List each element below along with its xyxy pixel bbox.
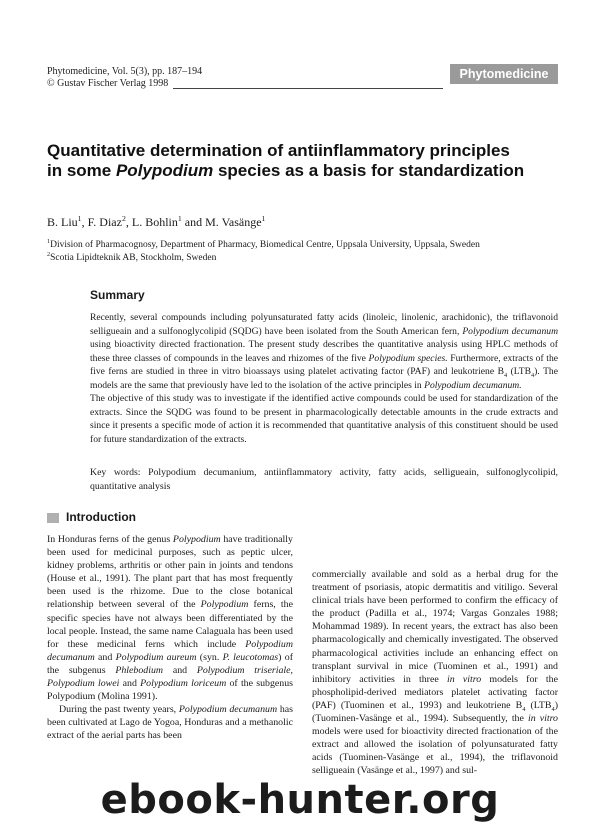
body-text: models for the phospholipid-derived mediators platelet activating factor (PAF) (Tuominen et al., 1993) and leukotriene B [312,673,558,711]
affiliation-mark: 2 [47,251,51,258]
subscript: 4 [531,371,535,379]
header-rule [173,88,443,89]
author-name: L. Bohlin [131,215,178,229]
italic-text: Phlebodium [115,664,164,676]
copyright-notice: © Gustav Fischer Verlag 1998 [47,78,169,89]
italic-text: Polypodium loriceum [140,678,227,690]
body-text: (LTB [525,699,552,711]
author-separator: , [125,215,132,229]
subscript: 4 [504,371,508,379]
body-text: commercially available and sold as a herbal drug for the treatment of psoriasis, atopic dermatitis and vitiligo. Several clinical trials have been performed to confirm the efficacy of the product (Padilla et al., 1974; Vargas Gonzales 1988; Mohammad 1989). In recent years, the extract has also been pharmacologically and chemically investigated. The observed pharmacological activities include an enhancing effect on transplant survival in mice (Tuominen et al., 1991) and inhibitory activities in three [312,569,558,685]
italic-text: P. leucotomas [222,651,279,663]
italic-text: Polypodium triseriale, Polypodium lowei [47,664,293,690]
watermark: ebook-hunter.org [100,777,500,823]
summary-species: Polypodium decumanum [462,325,558,337]
author-separator: , [81,215,88,229]
author-name: M. Vasänge [205,215,262,229]
affiliation-text: Scotia Lipidteknik AB, Stockholm, Sweden [50,253,217,263]
italic-text: in vitro [446,673,482,685]
affiliation [47,239,480,251]
body-text: In Honduras ferns of the genus [47,534,173,545]
summary-species: Polypodium decumanum. [424,379,522,391]
summary-heading: Summary [90,288,145,302]
body-text: have traditionally been used for medicinal purposes, such as peptic ulcer, kidney problems, arthritis or other pain in joints and tendons (House et al., 1991). The plant part that has most frequently been used is the rhizome. Due to the close botanical relationship between several of the [47,534,293,611]
introduction-left-column [47,533,293,743]
italic-text: Polypodium decumanum [178,704,278,716]
title-part: Quantitative determination of antiinflammatory principles in some [47,141,510,180]
summary-paragraph [90,311,558,392]
affiliation-text: Division of Pharmacognosy, Department of Pharmacy, Biomedical Centre, Uppsala University, Uppsala, Sweden [50,240,480,250]
summary-paragraph: The objective of this study was to investigate if the identified active compounds could be used for standardization of the extracts. Since the SQDG was found to be present in pharmacologically detectable amounts in the crude extracts and since it presents a specific mode of action it is recommended that quantitative analysis of this constituent should be used for future standardization of the extracts. [90,393,558,445]
summary-text: Recently, several compounds including polyunsaturated fatty acids (linoleic, linolenic, arachidonic), the triflavonoid selligueain and a sulfonoglycolipid (SQDG) have been isolated from the South American fern, [90,312,558,337]
journal-badge: Phytomedicine [450,64,558,84]
body-text: ) (Tuominen-Vasänge et al., 1994). Subsequently, the [312,699,559,725]
body-paragraph [47,703,293,742]
italic-text: Polypodium aureum [115,651,197,663]
body-text: and [119,678,141,690]
title-genus: Polypodium [115,161,214,180]
keywords: Key words: Polypodium decumanium, antiinflammatory activity, fatty acids, selligueain, sulfonoglycolipid, quantitative analysis [90,467,558,492]
italic-text: in vitro [527,713,558,725]
subscript: 4 [522,705,526,713]
introduction-right-column [312,568,558,778]
body-text: During the past twenty years, [59,704,179,716]
body-text: of the subgenus Polypodium (Molina 1991). [47,678,294,703]
summary-text: Furthermore, extracts of the five ferns are studied in three in vitro bioassays using platelet activating factor (PAF) and leukotriene B [90,352,558,377]
subscript: 4 [551,705,555,713]
italic-text: Polypodium [172,534,221,545]
body-text: has been cultivated at Lago de Yogoa, Honduras and a methanolic extract of the aerial parts has been [47,704,293,742]
affiliation [47,252,216,264]
summary-body [90,311,558,446]
author-separator: and [181,215,206,229]
body-text: ) of the subgenus [47,651,293,676]
body-text: and [163,664,197,676]
summary-text: ). The models are the same that previously have led to the isolation of the active principles in [90,366,558,391]
affiliation-mark: 1 [47,238,51,245]
author-name: B. Liu [47,215,78,229]
body-text: ferns, the specific species have not always been differentiated by the local people. Instead, the same name Calaguala has been used for these medicinal ferns which include [47,599,293,650]
italic-text: Polypodium decumanum [47,638,293,663]
title-part: species as a basis for standardization [213,161,525,180]
body-text: (syn. [196,651,223,663]
author-name: F. Diaz [87,215,122,229]
section-marker [47,513,59,523]
body-text: models were used for bioactivity directed fractionation of the extract and allowed the isolation of polyunsaturated fatty acids (Tuominen-Vasänge et al., 1994), the triflavonoid selligueain (Vasänge et al., 1997) and sul- [312,726,558,777]
summary-text: (LTB [507,366,532,377]
body-paragraph [312,568,558,778]
body-paragraph [47,533,293,703]
author-affiliation-mark: 1 [261,214,266,223]
author-affiliation-mark: 1 [177,214,182,223]
author-affiliation-mark: 1 [77,214,82,223]
author-affiliation-mark: 2 [121,214,126,223]
summary-species: Polypodium species. [368,352,448,364]
summary-text: using bioactivity directed fractionation. The present study describes the quantitative analysis using HPLC methods of these three classes of compounds in the leaves and rhizomes of the five [90,339,558,364]
introduction-heading: Introduction [66,510,136,524]
italic-text: Polypodium [200,599,249,611]
journal-citation: Phytomedicine, Vol. 5(3), pp. 187–194 [47,66,203,77]
article-title [47,141,527,181]
author-list [47,215,265,229]
body-text: and [94,651,116,663]
